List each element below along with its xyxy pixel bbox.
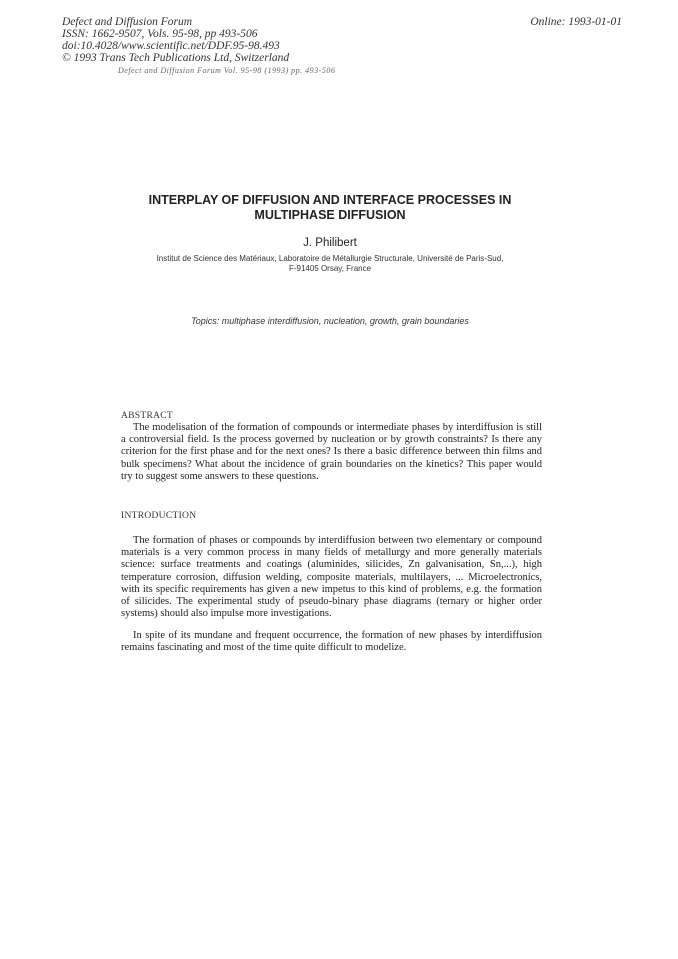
- journal-name: Defect and Diffusion Forum: [62, 16, 192, 28]
- affiliation-line-1: Institut de Science des Matériaux, Laboratoire de Métallurgie Structurale, Université de Paris-Sud,: [156, 254, 504, 263]
- online-date: Online: 1993-01-01: [530, 16, 622, 28]
- paper-title: [120, 193, 540, 223]
- affiliation: [110, 254, 550, 274]
- title-line-2: MULTIPHASE DIFFUSION: [254, 208, 406, 222]
- introduction-paragraph-2: In spite of its mundane and frequent occurrence, the formation of new phases by interdiffusion remains fascinating and most of the time quite difficult to modelize.: [121, 630, 542, 654]
- introduction-paragraph-1: The formation of phases or compounds by interdiffusion between two elementary or compound materials is a very common process in many fields of metallurgy and more generally materials science: surface treatments and coatings (aluminides, silicides, Zn galvanisation, Sn,...), high temperature corrosion, diffusion welding, composite materials, multilayers, ... Microelectronics, with its specific requirements has given a new impetus to this kind of problems, e.g. the formation of silicides. The experimental study of pseudo-binary phase diagrams (ternary or higher order systems) should also impulse more investigations.: [121, 535, 542, 620]
- copyright-line: © 1993 Trans Tech Publications Ltd, Switzerland: [62, 52, 290, 64]
- author-name: J. Philibert: [303, 237, 357, 249]
- abstract-text: The modelisation of the formation of compounds or intermediate phases by interdiffusion is still a controversial field. Is the process governed by nucleation or by growth constraints? Is there any criterion for the first phase and for the next ones? Is there a basic difference between thin films and bulk specimens? What about the incidence of grain boundaries on the kinetics? This paper would try to suggest some answers to these questions.: [121, 422, 542, 482]
- running-header: Defect and Diffusion Forum Vol. 95-98 (1993) pp. 493-506: [118, 66, 336, 75]
- doi-line: doi:10.4028/www.scientific.net/DDF.95-98.493: [62, 40, 280, 52]
- title-line-1: INTERPLAY OF DIFFUSION AND INTERFACE PROCESSES IN: [148, 193, 512, 207]
- citation-header: [62, 16, 289, 64]
- affiliation-line-2: F-91405 Orsay, France: [288, 264, 372, 273]
- abstract-heading: ABSTRACT: [121, 411, 174, 421]
- issn-line: ISSN: 1662-9507, Vols. 95-98, pp 493-506: [62, 28, 258, 40]
- topics-line: Topics: multiphase interdiffusion, nucleation, growth, grain boundaries: [191, 316, 469, 326]
- introduction-heading: INTRODUCTION: [121, 511, 197, 521]
